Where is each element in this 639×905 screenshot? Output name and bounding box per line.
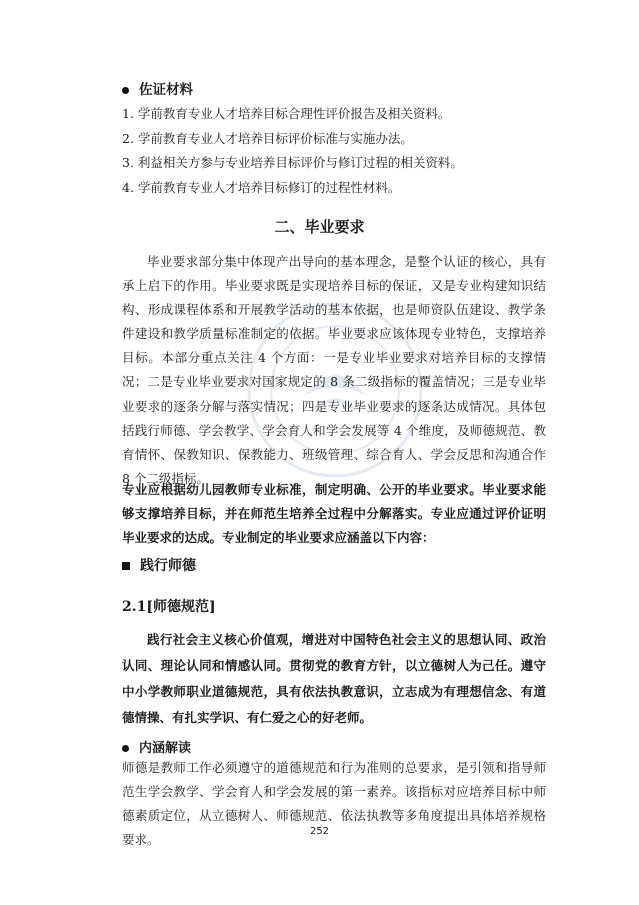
interpretation-heading: 内涵解读	[122, 737, 191, 756]
interpretation-paragraph: 师德是教师工作必须遵守的道德规范和行为准则的总要求，是引领和指导师范生学会教学、学会育人和学会发展的第一素养。该指标对应培养目标中师德素质定位，从立德树人、师德规范、依法执教等多角度提出具体培养规格要求。	[122, 760, 546, 847]
ethics-heading: 践行师德	[122, 555, 196, 575]
subsection-title: 2.1[师德规范]	[122, 599, 216, 615]
bullet-dot-icon	[122, 745, 129, 752]
page-number: 252	[309, 826, 330, 837]
evidence-item-3: 3. 利益相关方参与专业培养目标评价与修订过程的相关资料。	[122, 155, 463, 170]
evidence-item-4: 4. 学前教育专业人才培养目标修订的过程性材料。	[122, 180, 401, 195]
graduation-requirement-paragraph: 专业应根据幼儿园教师专业标准，制定明确、公开的毕业要求。毕业要求能够支撑培养目标，并在师范生培养全过程中分解落实。专业应通过评价证明毕业要求的达成。专业制定的毕业要求应涵盖以下内容：	[122, 482, 546, 546]
ethics-content-paragraph: 践行社会主义核心价值观，增进对中国特色社会主义的思想认同、政治认同、理论认同和情感认同。贯彻党的教育方针，以立德树人为己任。遵守中小学教师职业道德规范，具有依法执教意识，立志成为有理想信念、有道德情操、有扎实学识、有仁爱之心的好老师。	[122, 632, 546, 725]
bullet-square-icon	[122, 562, 130, 570]
section-title: 二、毕业要求	[274, 218, 365, 236]
evidence-item-1: 1. 学前教育专业人才培养目标合理性评价报告及相关资料。	[122, 106, 451, 121]
evidence-heading: 佐证材料	[122, 78, 193, 98]
evidence-item-2: 2. 学前教育专业人才培养目标评价标准与实施办法。	[122, 131, 413, 146]
graduation-intro-paragraph: 毕业要求部分集中体现产出导向的基本理念，是整个认证的核心，具有承上启下的作用。毕业要求既是实现培养目标的保证，又是专业构建知识结构、形成课程体系和开展教学活动的基本依据，也是师资队伍建设、教学条件建设和教学质量标准制定的依据。毕业要求应该体现专业特色，支撑培养目标。本部分重点关注 4 个方面：一是专业毕业要求对培养目标的支撑情况；二是专业毕业要求对国家规定的 8 条二级指标的覆盖情况；三是专业毕业要求的逐条分解与落实情况；四是专业毕业要求的逐条达成情况。具体包括践行师德、学会教学、学会育人和学会发展等 4 个维度，及师德规范、教育情怀、保教知识、保教能力、班级管理、综合育人、学会反思和沟通合作 8 个二级指标。	[122, 254, 546, 486]
bullet-dot-icon	[122, 87, 129, 94]
